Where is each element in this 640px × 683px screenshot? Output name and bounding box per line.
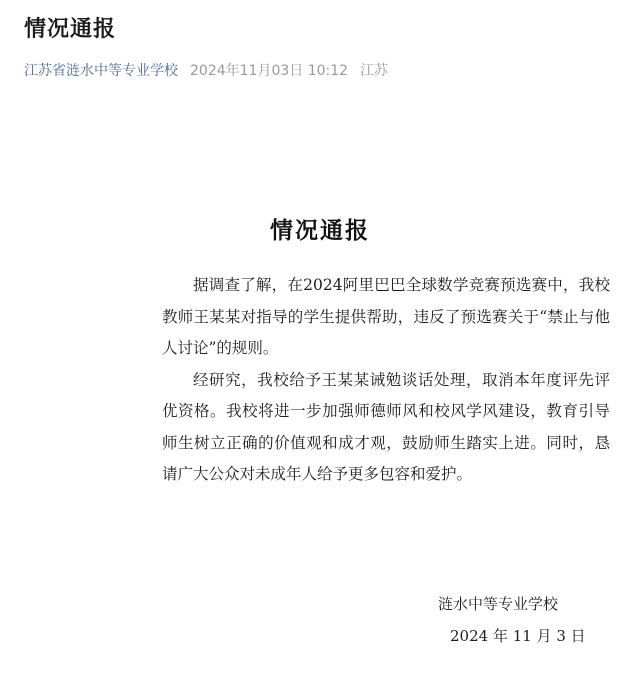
publish-location: 江苏 — [360, 63, 389, 79]
signature-date: 2024 年 11 月 3 日 — [450, 627, 586, 645]
page-title: 情况通报 — [24, 17, 117, 42]
signature-block — [420, 588, 620, 652]
article-meta — [24, 60, 388, 80]
notice-body — [162, 270, 610, 491]
publish-time: 2024年11月03日 10:12 — [190, 63, 349, 79]
notice-title: 情况通报 — [270, 217, 370, 244]
notice-paragraph-1: 据调查了解，在2024阿里巴巴全球数学竞赛预选赛中，我校教师王某某对指导的学生提供帮助，违反了预选赛关于“禁止与他人讨论”的规则。 — [162, 276, 610, 357]
signature-org: 涟水中等专业学校 — [438, 595, 559, 613]
notice-paragraph-2: 经研究，我校给予王某某诫勉谈话处理，取消本年度评先评优资格。我校将进一步加强师德师风和校风学风建设，教育引导师生树立正确的价值观和成才观，鼓励师生踏实上进。同时，恳请广大公众对未成年人给予更多包容和爱护。 — [162, 370, 610, 483]
account-name-link[interactable]: 江苏省涟水中等专业学校 — [24, 63, 178, 79]
